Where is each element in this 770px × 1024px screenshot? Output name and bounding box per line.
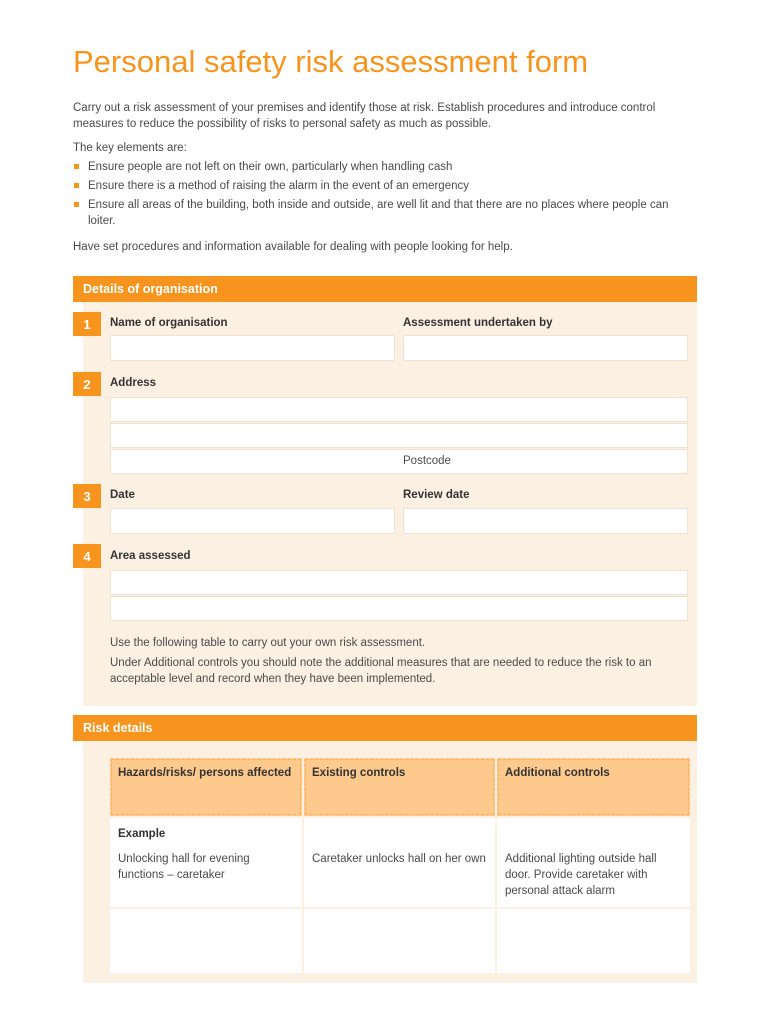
step-number-2: 2: [73, 372, 101, 396]
table-row: [109, 817, 691, 908]
existing-controls-input-cell[interactable]: [303, 908, 496, 974]
step-number-1: 1: [73, 312, 101, 336]
additional-controls-input-cell[interactable]: [496, 908, 691, 974]
risk-section-header: Risk details: [73, 715, 697, 741]
area-assessed-line-1-field[interactable]: [110, 570, 688, 595]
assessor-field[interactable]: [403, 335, 688, 361]
hazard-input-cell[interactable]: [109, 908, 303, 974]
bullet-square-icon: [74, 183, 79, 188]
date-field[interactable]: [110, 508, 395, 534]
address-line-3-field[interactable]: [110, 449, 688, 474]
review-date-field[interactable]: [403, 508, 688, 534]
address-line-1-field[interactable]: [110, 397, 688, 422]
date-label: Date: [110, 489, 135, 501]
list-item: Ensure there is a method of raising the alarm in the event of an emergency: [73, 178, 673, 194]
step-number-4: 4: [73, 544, 101, 568]
example-additional-controls-cell: Additional lighting outside hall door. Provide caretaker with personal attack alarm: [496, 817, 691, 908]
example-existing-controls-cell: Caretaker unlocks hall on her own: [303, 817, 496, 908]
details-section-header: Details of organisation: [73, 276, 697, 302]
bullet-square-icon: [74, 202, 79, 207]
column-header-existing-controls: Existing controls: [303, 757, 496, 817]
risk-table: [108, 756, 692, 975]
postcode-label: Postcode: [403, 455, 451, 467]
instruction-text-2: Under Additional controls you should note the additional measures that are needed to reduce the risk to an acceptable level and record when they have been implemented.: [110, 657, 652, 685]
review-date-label: Review date: [403, 489, 470, 501]
intro-text: Carry out a risk assessment of your premises and identify those at risk. Establish procedures and introduce control measures to reduce the possibility of risks to personal safety as much as possible.: [73, 102, 656, 130]
key-elements-list: [73, 159, 673, 232]
step-number-3: 3: [73, 484, 101, 508]
list-item: Ensure people are not left on their own, particularly when handling cash: [73, 159, 673, 175]
organisation-name-label: Name of organisation: [110, 317, 228, 329]
area-assessed-line-2-field[interactable]: [110, 596, 688, 621]
area-assessed-label: Area assessed: [110, 550, 191, 562]
bullet-square-icon: [74, 164, 79, 169]
page-title: Personal safety risk assessment form: [73, 44, 589, 79]
address-label: Address: [110, 377, 157, 389]
list-item: Ensure all areas of the building, both inside and outside, are well lit and that there are no places where people can loiter.: [73, 197, 673, 229]
address-line-2-field[interactable]: [110, 423, 688, 448]
instruction-text-1: Use the following table to carry out your own risk assessment.: [110, 637, 426, 649]
key-elements-heading: The key elements are:: [73, 142, 187, 154]
assessor-label: Assessment undertaken by: [403, 317, 553, 329]
example-hazard-cell: Example Unlocking hall for evening functions – caretaker: [109, 817, 303, 908]
closing-text: Have set procedures and information available for dealing with people looking for help.: [73, 241, 513, 253]
column-header-hazards: Hazards/risks/ persons affected: [109, 757, 303, 817]
organisation-name-field[interactable]: [110, 335, 395, 361]
example-label: Example: [118, 828, 166, 840]
column-header-additional-controls: Additional controls: [496, 757, 691, 817]
table-row: [109, 908, 691, 974]
